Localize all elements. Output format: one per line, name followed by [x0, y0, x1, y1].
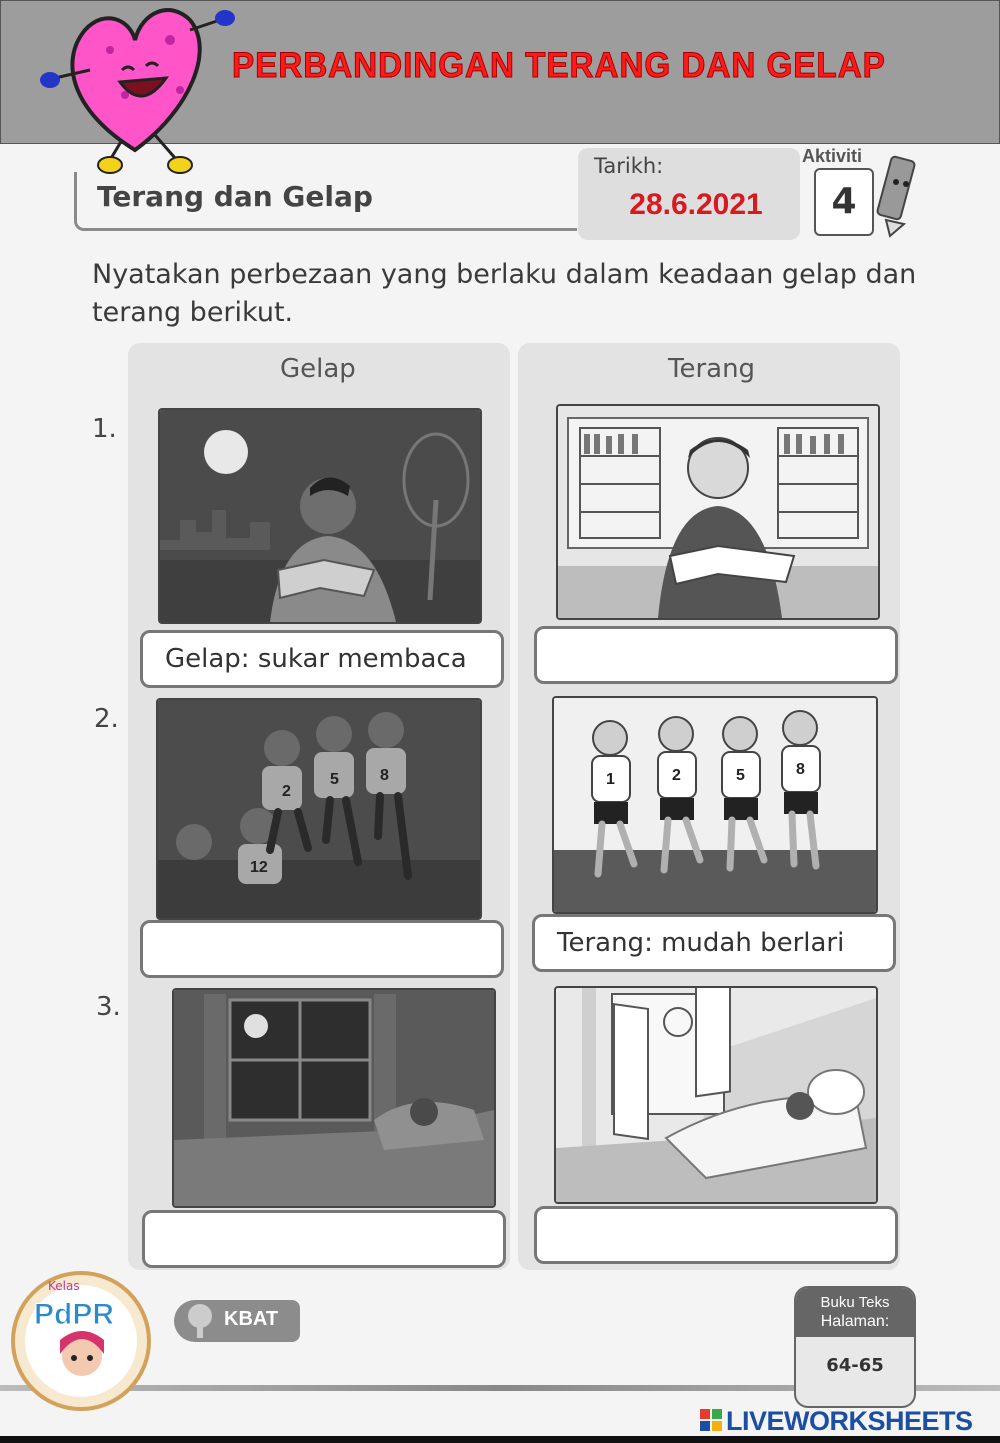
svg-text:5: 5	[330, 771, 339, 788]
heart-mascot-icon	[30, 0, 240, 190]
textbook-reference	[794, 1286, 916, 1408]
item-2-light-answer[interactable]: Terang: mudah berlari	[532, 914, 896, 972]
svg-text:12: 12	[250, 859, 268, 876]
worksheet-title: Terang dan Gelap	[97, 180, 373, 213]
kelas-pdpr-logo	[8, 1268, 154, 1414]
svg-text:8: 8	[796, 761, 805, 778]
page-range: 64-65	[826, 1355, 884, 1376]
activity-label: Aktiviti	[802, 146, 863, 166]
pencil-mascot-icon	[868, 148, 928, 238]
page-label: Halaman:	[796, 1313, 914, 1337]
textbook-label: Buku Teks	[796, 1288, 914, 1313]
worksheet-title-bar	[74, 172, 577, 231]
svg-text:5: 5	[736, 767, 745, 784]
item-3-dark-answer[interactable]	[142, 1210, 506, 1268]
activity-number: 4	[814, 168, 874, 236]
light-running-picture	[552, 696, 878, 914]
banner-title: PERBANDINGAN TERANG DAN GELAP	[232, 46, 886, 85]
date-box	[578, 148, 800, 240]
date-value: 28.6.2021	[629, 188, 763, 221]
item-1-dark-answer[interactable]: Gelap: sukar membaca	[140, 630, 504, 688]
liveworksheets-brand: LIVEWORKSHEETS	[726, 1406, 973, 1436]
svg-text:8: 8	[380, 767, 389, 784]
dark-reading-picture	[158, 408, 482, 624]
svg-text:2: 2	[672, 767, 681, 784]
kbat-badge	[174, 1300, 300, 1342]
tree-icon	[178, 1300, 222, 1342]
kbat-label: KBAT	[224, 1308, 279, 1330]
date-label: Tarikh:	[594, 154, 664, 178]
logo-small-text: Kelas	[48, 1279, 80, 1293]
light-sleeping-picture	[554, 986, 878, 1204]
dark-sleeping-picture	[172, 988, 496, 1208]
liveworksheets-icon	[700, 1409, 722, 1431]
svg-text:2: 2	[282, 783, 291, 800]
item-2-dark-answer[interactable]	[140, 920, 504, 978]
light-column-heading: Terang	[668, 354, 756, 384]
svg-text:1: 1	[606, 771, 615, 788]
item-number: 3.	[96, 992, 121, 1022]
dark-column-heading: Gelap	[280, 354, 356, 384]
item-number: 2.	[94, 704, 119, 734]
item-3-light-answer[interactable]	[534, 1206, 898, 1264]
bottom-bar	[0, 1436, 1000, 1443]
logo-text: PdPR	[34, 1298, 115, 1331]
dark-running-picture	[156, 698, 482, 920]
item-1-light-answer[interactable]	[534, 626, 898, 684]
light-reading-picture	[556, 404, 880, 620]
instruction-text: Nyatakan perbezaan yang berlaku dalam keadaan gelap dan terang berikut.	[92, 259, 917, 328]
item-number: 1.	[92, 414, 117, 444]
